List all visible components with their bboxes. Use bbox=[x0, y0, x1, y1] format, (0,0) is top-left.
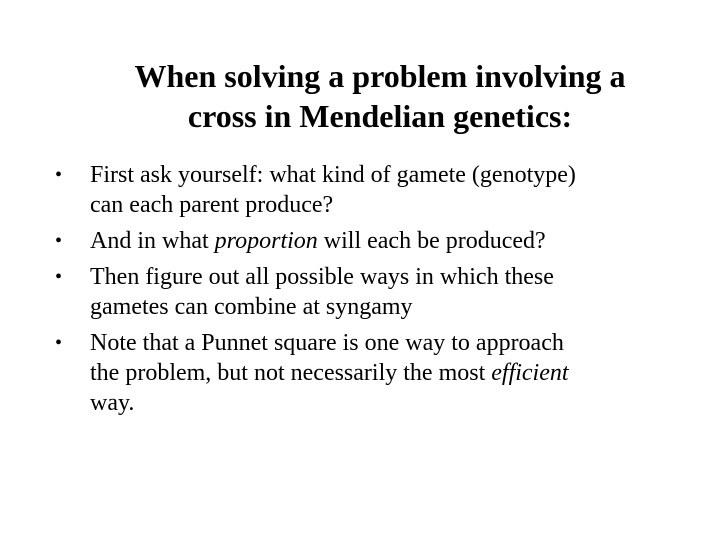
bullet-text: can each parent produce? bbox=[90, 192, 334, 218]
bullet-item-gamete-question bbox=[55, 160, 675, 220]
emphasis-text: efficient bbox=[491, 360, 569, 386]
slide-title-line-2: cross in Mendelian genetics: bbox=[187, 98, 573, 134]
bullet-text-part: And in what bbox=[90, 228, 215, 254]
bullet-text: First ask yourself: what kind of gamete (genotype) bbox=[90, 162, 576, 188]
bullet-list bbox=[55, 160, 675, 424]
bullet-item-punnett-square bbox=[55, 328, 675, 418]
bullet-item-proportion bbox=[55, 226, 675, 256]
bullet-text-part: will each be produced? bbox=[317, 228, 546, 254]
bullet-text bbox=[90, 226, 675, 256]
bullet-text: Then figure out all possible ways in which these bbox=[90, 264, 554, 290]
bullet-text: gametes can combine at syngamy bbox=[90, 294, 413, 320]
bullet-text: way. bbox=[90, 390, 135, 416]
bullet-icon: • bbox=[55, 230, 63, 252]
slide-title bbox=[40, 56, 720, 136]
emphasis-text: proportion bbox=[214, 228, 318, 254]
bullet-text bbox=[90, 358, 675, 388]
slide-title-line-1: When solving a problem involving a bbox=[134, 58, 626, 94]
bullet-icon: • bbox=[55, 332, 63, 354]
bullet-icon: • bbox=[55, 164, 63, 186]
bullet-icon: • bbox=[55, 266, 63, 288]
bullet-text: Note that a Punnet square is one way to approach bbox=[90, 330, 564, 356]
bullet-item-combinations bbox=[55, 262, 675, 322]
bullet-text-part: the problem, but not necessarily the most bbox=[90, 360, 492, 386]
